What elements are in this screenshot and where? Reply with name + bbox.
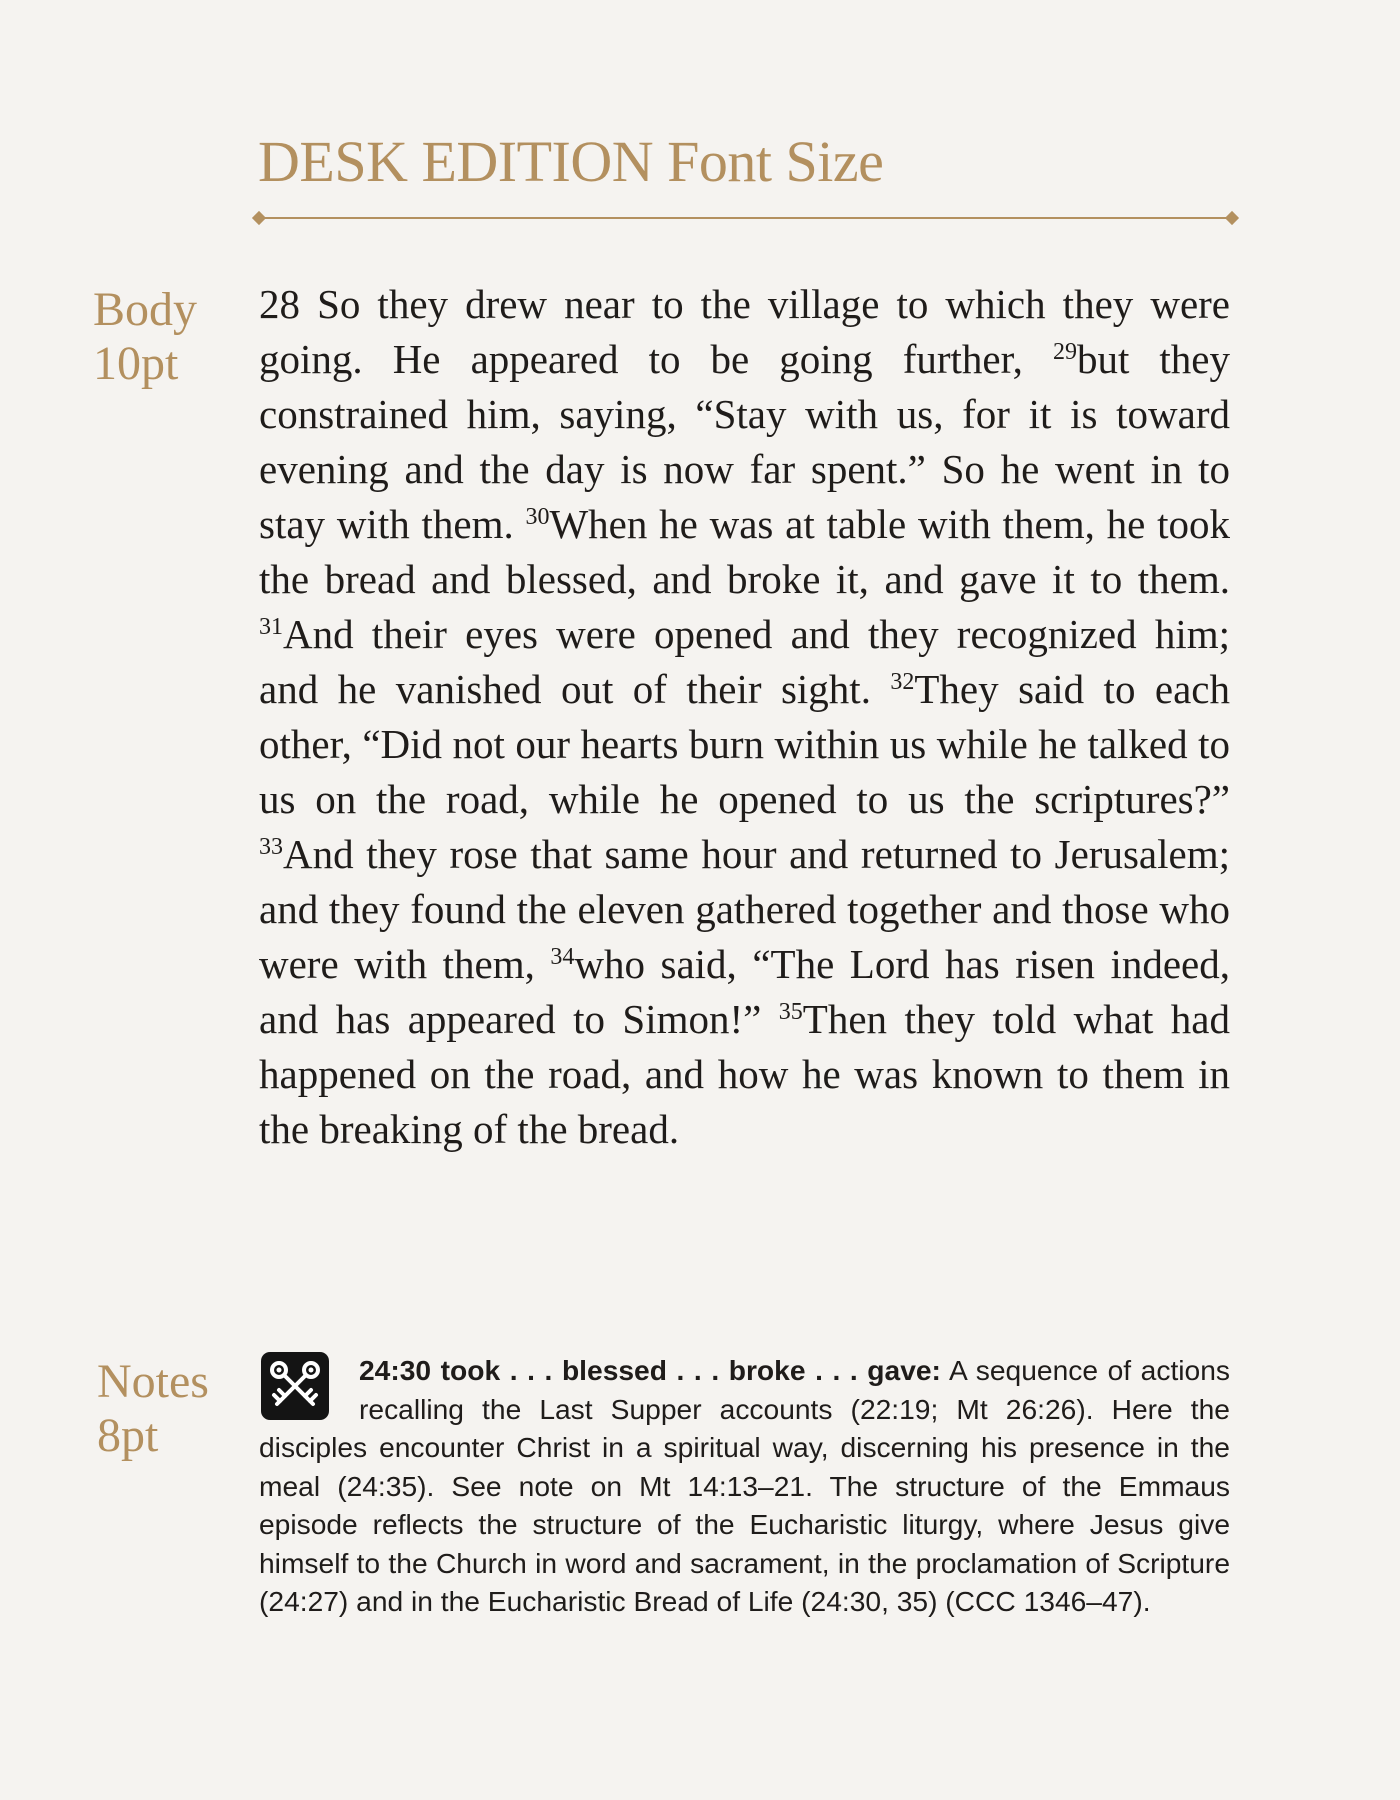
verse-number: 32 — [890, 669, 915, 695]
notes-size-label — [97, 1355, 209, 1463]
verse-number: 33 — [259, 834, 283, 860]
verse-text: When he was at table with them, he took the bread and blessed, and broke it, and gave it to them. — [259, 501, 1230, 602]
verse-text: Then they told what had happened on the road, and how he was known to them in the breaking of the bread. — [259, 996, 1231, 1152]
body-label-size: 10pt — [93, 337, 179, 391]
note-body: A sequence of actions recalling the Last Supper accounts (22:19; Mt 26:26). Here the disciples encounter Christ in a spiritual way, discerning his presence in the meal (24:35). See note on Mt 14:13–21. The structure of the Emmaus episode reflects the structure of the Eucharistic liturgy, where Jesus give himself to the Church in word and sacrament, in the proclamation of Scripture (24:27) and in the Eucharistic Bread of Life (24:30, 35) (CCC 1346–47). — [259, 1354, 1230, 1617]
verse-text: And they rose that same hour and returned to Jerusalem; and they found the eleven gathered together and those who were with them, — [259, 831, 1230, 987]
verse-text: They said to each other, “Did not our hearts burn within us while he talked to us on the road, while he opened to us the scriptures?” — [259, 666, 1230, 822]
verse-number: 35 — [778, 999, 803, 1025]
icon-spacer — [259, 1351, 359, 1425]
note-reference: 24:30 took . . . blessed . . . broke . . . gave: — [359, 1354, 941, 1386]
scripture-body-text — [259, 277, 1230, 1157]
verse-number: 29 — [1052, 339, 1077, 365]
study-note-text — [259, 1351, 1230, 1621]
verse-text: 28 So they drew near to the village to which they were going. He appeared to be going further, — [259, 281, 1230, 382]
divider-diamond-right — [1225, 211, 1239, 225]
body-label-name: Body — [93, 283, 198, 336]
page-title: DESK EDITION Font Size — [258, 129, 884, 194]
notes-label-name: Notes — [97, 1355, 209, 1408]
verse-text: who said, “The Lord has risen indeed, and has appeared to Simon!” — [259, 941, 1230, 1042]
verse-number: 34 — [550, 944, 575, 970]
divider-diamond-left — [252, 211, 266, 225]
verse-text: but they constrained him, saying, “Stay with us, for it is toward evening and the day is now far spent.” So he went in to stay with them. — [259, 336, 1230, 547]
notes-label-size: 8pt — [97, 1409, 159, 1463]
verse-text: And their eyes were opened and they recognized him; and he vanished out of their sight. — [259, 611, 1230, 712]
body-size-label — [93, 283, 197, 391]
title-divider — [252, 210, 1239, 226]
verse-number: 31 — [259, 614, 283, 640]
divider-line — [260, 217, 1231, 219]
verse-number: 30 — [525, 504, 550, 530]
